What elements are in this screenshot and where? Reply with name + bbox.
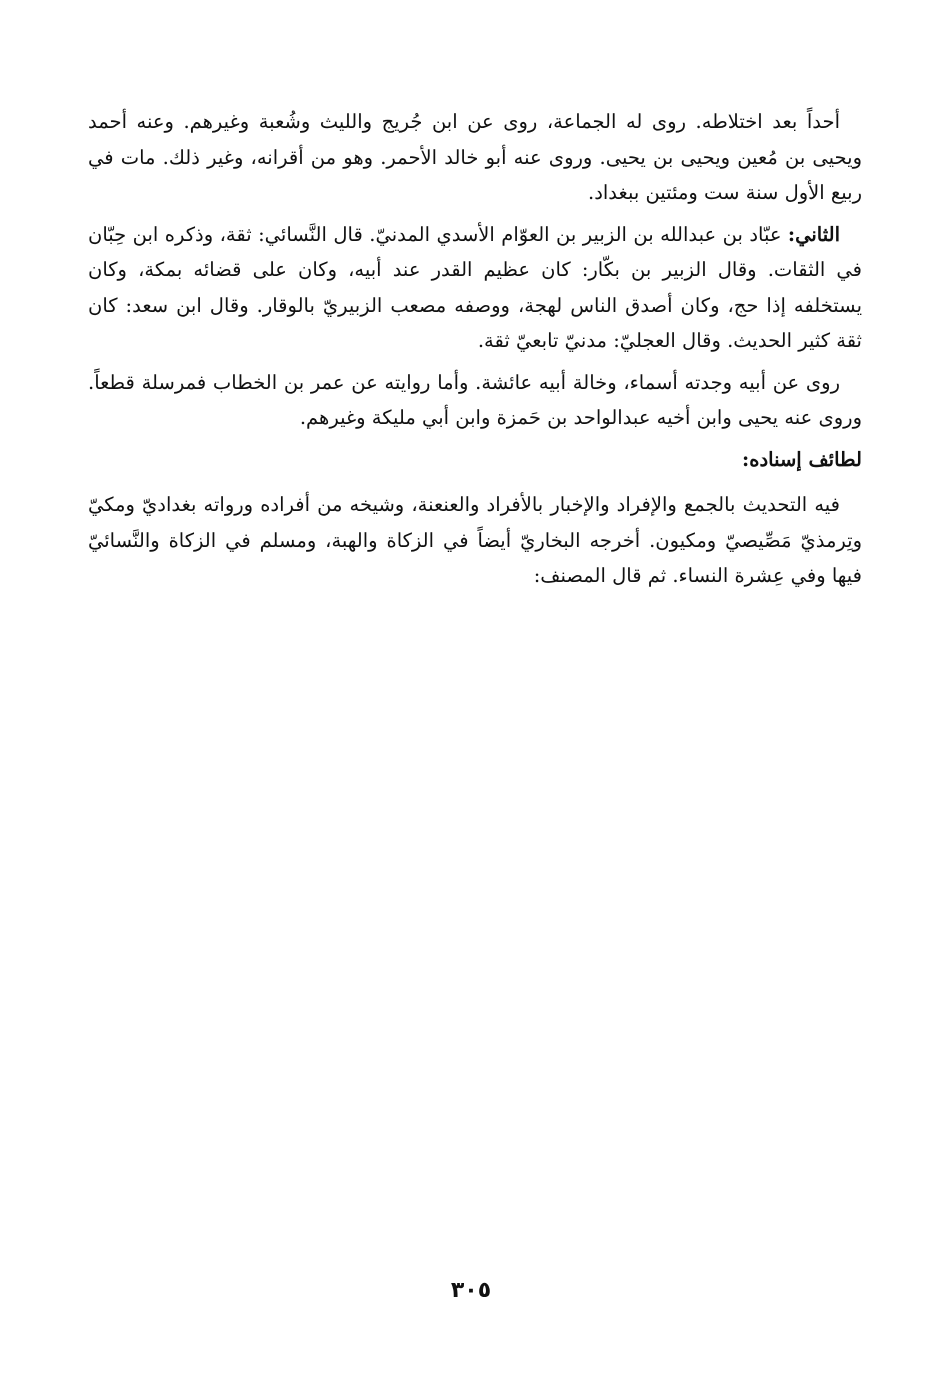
- narrator-label: الثاني:: [787, 222, 840, 246]
- paragraph-text: عبّاد بن عبدالله بن الزبير بن العوّام الأسدي المدنيّ. قال النَّسائي: ثقة، وذكره ابن حِبّان في الثقات. وقال الزبير بن بكّار: كان عظيم القدر عند أبيه، وكان على قضائه بمكة، وكان يستخلفه إذا حج، وكان أصدق الناس لهجة، ووصفه مصعب الزبيريّ بالوقار. وقال ابن سعد: كان ثقة كثير الحديث. وقال العجليّ: مدنيّ تابعيّ ثقة.: [88, 222, 862, 352]
- paragraph-isnad-notes: [88, 487, 862, 594]
- section-heading: لطائف إسناده:: [742, 447, 862, 471]
- page-body: [88, 104, 862, 600]
- paragraph-narrator-second-continued: [88, 365, 862, 436]
- paragraph-text: فيه التحديث بالجمع والإفراد والإخبار بالأفراد والعنعنة، وشيخه من أفراده ورواته بغداديّ ومكيّ وتِرمذيّ مَصِّيصيّ ومكيون. أخرجه البخاريّ أيضاً في الزكاة والهبة، ومسلم في الزكاة والنَّسائيّ فيها وفي عِشرة النساء. ثم قال المصنف:: [88, 493, 862, 587]
- paragraph-text-container: [88, 217, 862, 359]
- paragraph-text: أحداً بعد اختلاطه. روى له الجماعة، روى عن ابن جُريج والليث وشُعبة وغيرهم. وعنه أحمد ويحيى بن مُعين ويحيى بن يحيى. وروى عنه أبو خالد الأحمر. وهو من أقرانه، وغير ذلك. مات في ربيع الأول سنة ست ومئتين ببغداد.: [88, 110, 862, 204]
- paragraph-text: روى عن أبيه وجدته أسماء، وخالة أبيه عائشة. وأما روايته عن عمر بن الخطاب فمرسلة قطعاً. وروى عنه يحيى وابن أخيه عبدالواحد بن حَمزة وابن أبي مليكة وغيرهم.: [88, 370, 862, 429]
- paragraph-narrator-second: [88, 217, 862, 359]
- page-number: ٣٠٥: [450, 1278, 492, 1303]
- paragraph-narrator-first-end: [88, 104, 862, 211]
